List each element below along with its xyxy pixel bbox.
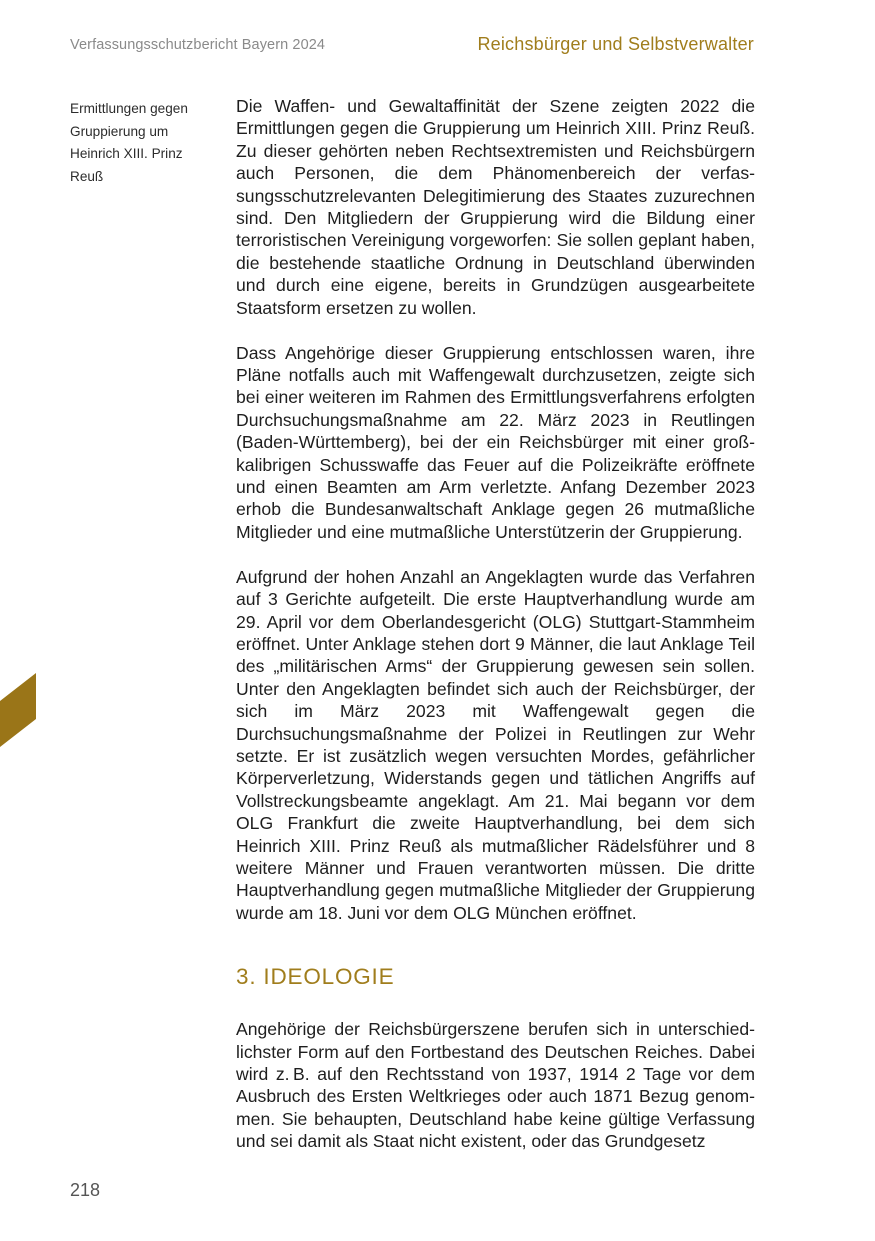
margin-note-line: Ermittlungen gegen [70,101,188,116]
running-header-chapter: Reichsbürger und Selbstverwalter [477,34,754,54]
section-paragraph: Angehörige der Reichsbürgerszene berufen sich in unterschiedlichster Form auf den Fortbestand des Deutschen Reiches. Dabei wird z. B. auf den Rechtsstand von 1937, 1914 2 Tage vor dem Ausbruch des Ersten Weltkrieges oder auch 1871 Bezug genommen. Sie behaupten, Deutschland habe keine gültige Verfassung und sei damit als Staat nicht existent, oder das Grundgesetz [236,1019,755,1152]
body-paragraph: Die Waffen- und Gewaltaffinität der Szene zeigten 2022 die Ermittlungen gegen die Gruppierung um Heinrich XIII. Prinz Reuß. Zu dieser gehörten neben Rechtsextremisten und Reichsbürgern auch Personen, die dem Phänomenbereich der verfassungsschutzrelevanten Delegitimierung des Staates zuzurechnen sind. Den Mitgliedern der Gruppierung wird die Bildung einer terroristischen Vereinigung vorgeworfen: Sie sollen geplant haben, die bestehende staatliche Ordnung in Deutschland überwinden und durch eine eigene, bereits in Grundzügen ausgearbeitete Staatsform ersetzen zu wollen. [236,96,755,318]
margin-note [70,98,215,188]
margin-note-line: Reuß [70,168,104,184]
body-paragraph: Dass Angehörige dieser Gruppierung entschlossen waren, ihre Pläne notfalls auch mit Waffengewalt durchzusetzen, zeigte sich bei einer weiteren im Rahmen des Ermittlungsverfahrens erfolgten Durchsuchungsmaßnahme am 22. März 2023 in Reutlingen (Baden-Württemberg), bei der ein Reichsbürger mit einer großkalibrigen Schusswaffe das Feuer auf die Polizeikräfte eröffnete und einen Beamten am Arm verletzte. Anfang Dezember 2023 erhob die Bundesanwaltschaft Anklage gegen 26 mutmaßliche Mitglieder und eine mutmaßliche Unterstützerin der Gruppierung. [236,342,755,542]
page-number: 218 [70,1180,101,1200]
running-header-publication: Verfassungsschutzbericht Bayern 2024 [70,37,326,53]
margin-note-line: Gruppierung um [70,123,169,139]
main-text-column [236,95,755,1175]
chapter-edge-tab-shape [0,673,36,747]
body-paragraph: Aufgrund der hohen Anzahl an Angeklagten wurde das Verfahren auf 3 Gerichte aufgeteilt. Die erste Hauptverhandlung wurde am 29. April vor dem Oberlandesgericht (OLG) Stuttgart-Stammheim eröffnet. Unter Anklage stehen dort 9 Männer, die laut Anklage Teil des „militärischen Arms“ der Gruppierung gewesen sein sollen. Unter den Angeklagten befindet sich auch der Reichsbürger, der sich im März 2023 mit Waffengewalt gegen die Durchsuchungsmaßnahme der Polizei in Reutlingen zur Wehr setzte. Er ist zusätzlich wegen versuchten Mordes, gefährlicher Körperverletzung, Widerstands gegen und tätlichen Angriffs auf Vollstreckungsbeamte angeklagt. Am 21. Mai begann vor dem OLG Frankfurt die zweite Hauptverhandlung, bei dem sich Heinrich XIII. Prinz Reuß als mutmaßlicher Rädelsführer und 8 weitere Männer und Frauen verantworten müssen. Die dritte Hauptverhandlung gegen mutmaßliche Mitglieder der Gruppierung wurde am 18. Juni vor dem OLG München eröffnet. [236,566,755,923]
chapter-edge-tab [0,673,36,747]
margin-note-line: Heinrich XIII. Prinz [70,146,183,161]
section-heading: 3. IDEOLOGIE [236,964,395,990]
